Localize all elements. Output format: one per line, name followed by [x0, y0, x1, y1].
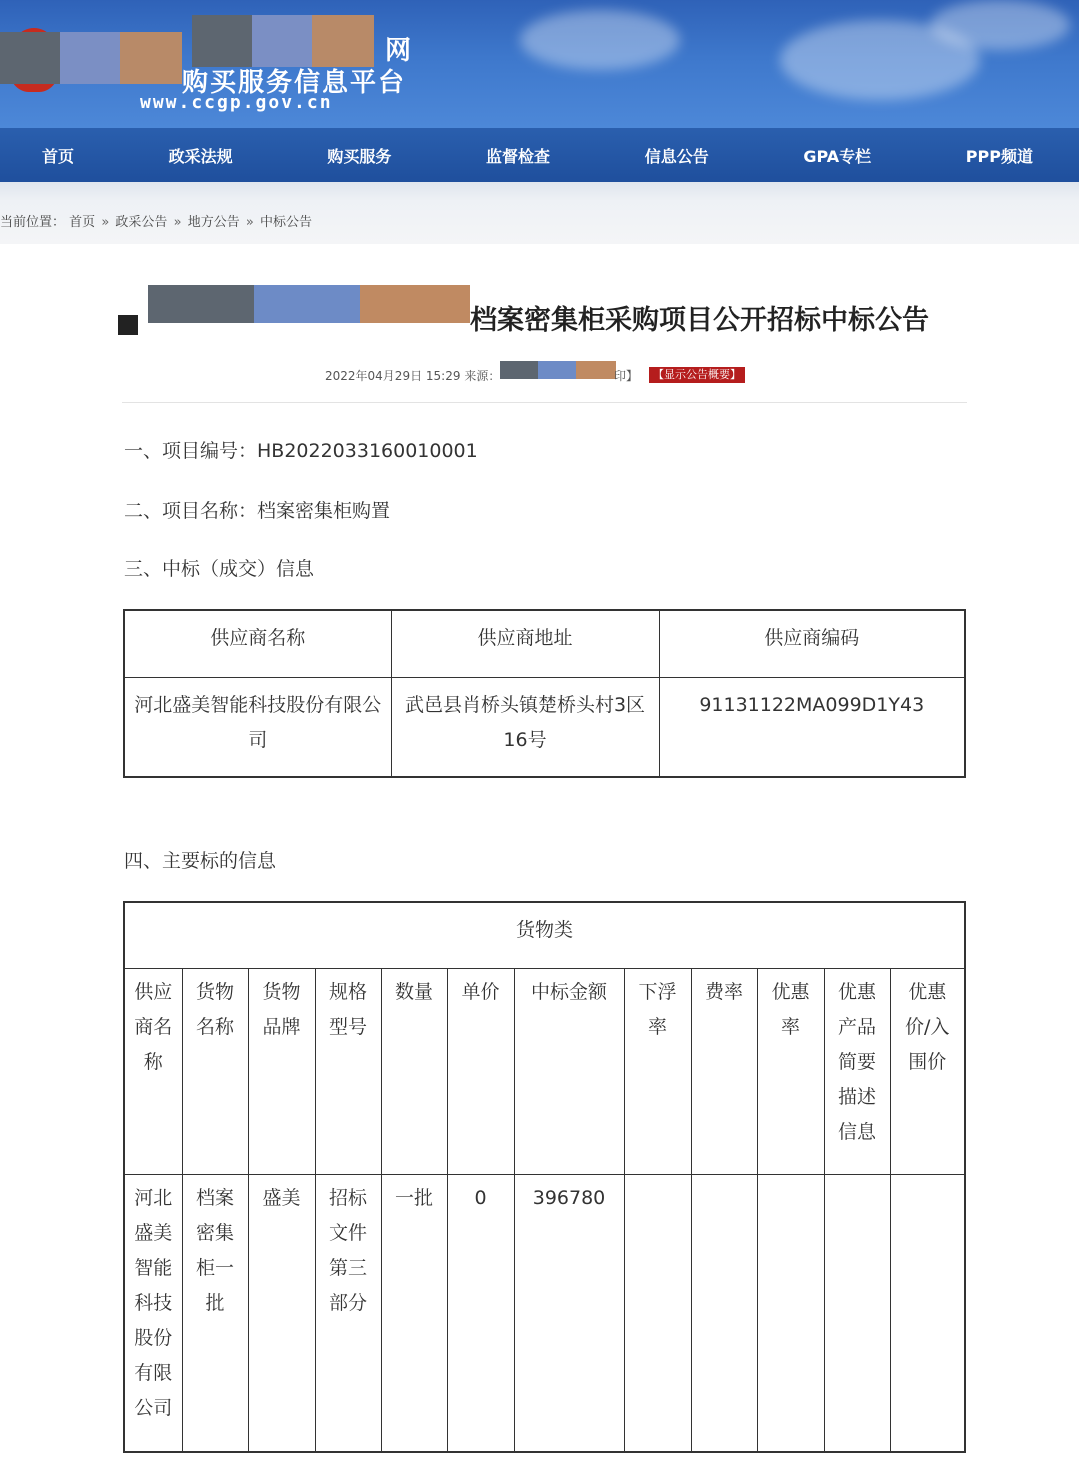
- redaction-block: [254, 285, 360, 323]
- redaction-block: [360, 285, 470, 323]
- site-header-banner: [0, 0, 1079, 128]
- article-meta: [325, 367, 500, 384]
- breadcrumb-award-link[interactable]: 中标公告: [259, 215, 312, 230]
- header-fee-rate: 费率: [691, 968, 757, 1174]
- redaction-block: [576, 361, 616, 379]
- breadcrumb-separator: »: [173, 215, 182, 230]
- award-info-heading: 三、中标（成交）信息: [124, 558, 315, 580]
- cell-goods-brand: 盛美: [248, 1174, 315, 1452]
- cell-preferential-price: [890, 1174, 965, 1452]
- title-bullet-icon: [118, 315, 138, 335]
- nav-item-announcements[interactable]: 信息公告: [644, 146, 709, 166]
- cell-discount-rate: [624, 1174, 691, 1452]
- header-preferential-rate: 优惠率: [757, 968, 824, 1174]
- header-preferential-desc: 优惠产品简要描述信息: [824, 968, 890, 1174]
- article-title: 档案密集柜采购项目公开招标中标公告: [470, 305, 929, 336]
- header-goods-brand: 货物品牌: [248, 968, 315, 1174]
- redaction-block: [252, 15, 312, 67]
- cell-supplier-name: 河北盛美智能科技股份有限公司: [124, 1174, 182, 1452]
- redaction-block: [500, 361, 538, 379]
- publish-date: 2022年04月29日 15:29: [325, 369, 461, 383]
- title-divider: [122, 402, 967, 403]
- site-name-suffix: 网: [385, 36, 412, 66]
- nav-item-ppp[interactable]: PPP频道: [965, 146, 1033, 166]
- cell-award-amount: 396780: [514, 1174, 624, 1452]
- cell-preferential-rate: [757, 1174, 824, 1452]
- cell-unit-price: 0: [447, 1174, 514, 1452]
- breadcrumb: [0, 211, 312, 230]
- main-items-heading: 四、主要标的信息: [124, 850, 277, 872]
- table-row: [124, 677, 965, 777]
- breadcrumb-procurement-link[interactable]: 政采公告: [115, 215, 168, 230]
- cell-fee-rate: [691, 1174, 757, 1452]
- cell-supplier-address: 武邑县肖桥头镇楚桥头村3区16号: [391, 677, 659, 777]
- cloud-decoration: [930, 0, 1070, 50]
- project-number: 一、项目编号：HB2022033160010001: [124, 440, 478, 462]
- table-caption-row: [124, 902, 965, 968]
- redaction-block: [0, 32, 60, 84]
- project-name: 二、项目名称：档案密集柜购置: [124, 500, 391, 522]
- header-supplier-code: 供应商编码: [659, 610, 965, 677]
- cell-spec-model: 招标文件第三部分: [315, 1174, 381, 1452]
- header-award-amount: 中标金额: [514, 968, 624, 1174]
- cell-supplier-name: 河北盛美智能科技股份有限公司: [124, 677, 391, 777]
- goods-table: [123, 901, 966, 1453]
- show-summary-button[interactable]: 【显示公告概要】: [649, 367, 745, 383]
- redaction-block: [192, 15, 252, 67]
- cell-supplier-code: 91131122MA099D1Y43: [659, 677, 965, 777]
- goods-category-caption: 货物类: [124, 902, 965, 968]
- breadcrumb-separator: »: [245, 215, 254, 230]
- header-supplier-name: 供应商名称: [124, 968, 182, 1174]
- header-supplier-name: 供应商名称: [124, 610, 391, 677]
- table-header-row: [124, 610, 965, 677]
- header-goods-name: 货物名称: [182, 968, 248, 1174]
- header-spec-model: 规格型号: [315, 968, 381, 1174]
- redaction-block: [538, 361, 576, 379]
- cell-quantity: 一批: [381, 1174, 447, 1452]
- cell-preferential-desc: [824, 1174, 890, 1452]
- supplier-table: [123, 609, 966, 778]
- redaction-block: [120, 32, 182, 84]
- source-label: 来源：: [464, 369, 501, 383]
- redaction-block: [148, 285, 254, 323]
- nav-item-regulations[interactable]: 政采法规: [168, 146, 233, 166]
- header-discount-rate: 下浮率: [624, 968, 691, 1174]
- site-name: 购买服务信息平台: [182, 68, 407, 98]
- redaction-block: [312, 15, 374, 67]
- print-link[interactable]: 印】: [614, 369, 639, 383]
- header-preferential-price: 优惠价/入围价: [890, 968, 965, 1174]
- breadcrumb-local-link[interactable]: 地方公告: [187, 215, 240, 230]
- nav-item-gpa[interactable]: GPA专栏: [803, 146, 872, 166]
- breadcrumb-home-link[interactable]: 首页: [69, 215, 96, 230]
- header-supplier-address: 供应商地址: [391, 610, 659, 677]
- site-url: www.ccgp.gov.cn: [140, 92, 333, 113]
- breadcrumb-separator: »: [101, 215, 110, 230]
- cell-goods-name: 档案密集柜一批: [182, 1174, 248, 1452]
- main-nav: [0, 128, 1079, 182]
- breadcrumb-prefix: 当前位置：: [0, 215, 66, 230]
- nav-item-purchase-service[interactable]: 购买服务: [327, 146, 392, 166]
- table-header-row: [124, 968, 965, 1174]
- header-unit-price: 单价: [447, 968, 514, 1174]
- nav-item-home[interactable]: 首页: [42, 146, 75, 166]
- table-row: [124, 1174, 965, 1452]
- header-quantity: 数量: [381, 968, 447, 1174]
- cloud-decoration: [520, 10, 680, 70]
- nav-item-supervision[interactable]: 监督检查: [486, 146, 551, 166]
- redaction-block: [60, 32, 120, 84]
